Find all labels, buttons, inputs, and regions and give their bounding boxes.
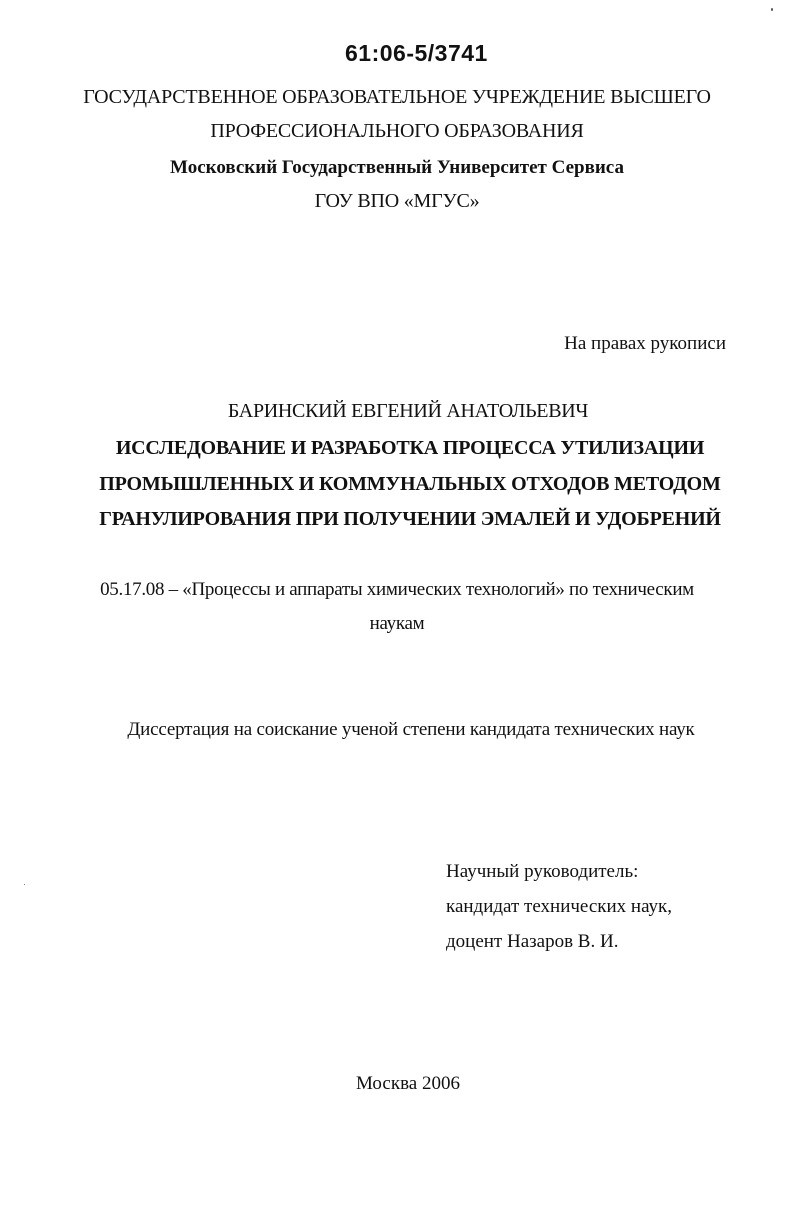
archive-code-stamp: 61:06-5/3741 bbox=[345, 40, 488, 66]
dissertation-title-line-3: ГРАНУЛИРОВАНИЯ ПРИ ПОЛУЧЕНИИ ЭМАЛЕЙ И УДОБРЕНИЙ bbox=[99, 508, 721, 530]
specialty-line-1: 05.17.08 – «Процессы и аппараты химических технологий» по техническим bbox=[100, 579, 694, 600]
author-name: БАРИНСКИЙ ЕВГЕНИЙ АНАТОЛЬЕВИЧ bbox=[227, 400, 589, 422]
advisor-degree: кандидат технических наук, bbox=[446, 896, 673, 917]
university-name: Московский Государственный Университет Сервиса bbox=[170, 157, 624, 178]
scan-speck bbox=[24, 884, 25, 885]
specialty-line-2: наукам bbox=[369, 613, 425, 634]
dissertation-title-line-2: ПРОМЫШЛЕННЫХ И КОММУНАЛЬНЫХ ОТХОДОВ МЕТОДОМ bbox=[99, 473, 721, 495]
degree-statement: Диссертация на соискание ученой степени кандидата технических наук bbox=[127, 719, 695, 740]
dissertation-title-line-1: ИССЛЕДОВАНИЕ И РАЗРАБОТКА ПРОЦЕССА УТИЛИЗАЦИИ bbox=[115, 437, 705, 459]
advisor-label: Научный руководитель: bbox=[446, 861, 639, 882]
university-abbreviation: ГОУ ВПО «МГУС» bbox=[314, 190, 480, 212]
scan-speck bbox=[771, 8, 773, 11]
institution-line-2: ПРОФЕССИОНАЛЬНОГО ОБРАЗОВАНИЯ bbox=[210, 120, 584, 142]
rights-note: На правах рукописи bbox=[564, 333, 726, 354]
place-and-year: Москва 2006 bbox=[356, 1073, 460, 1094]
advisor-name: доцент Назаров В. И. bbox=[446, 931, 619, 952]
institution-line-1: ГОСУДАРСТВЕННОЕ ОБРАЗОВАТЕЛЬНОЕ УЧРЕЖДЕНИЕ ВЫСШЕГО bbox=[83, 86, 711, 108]
